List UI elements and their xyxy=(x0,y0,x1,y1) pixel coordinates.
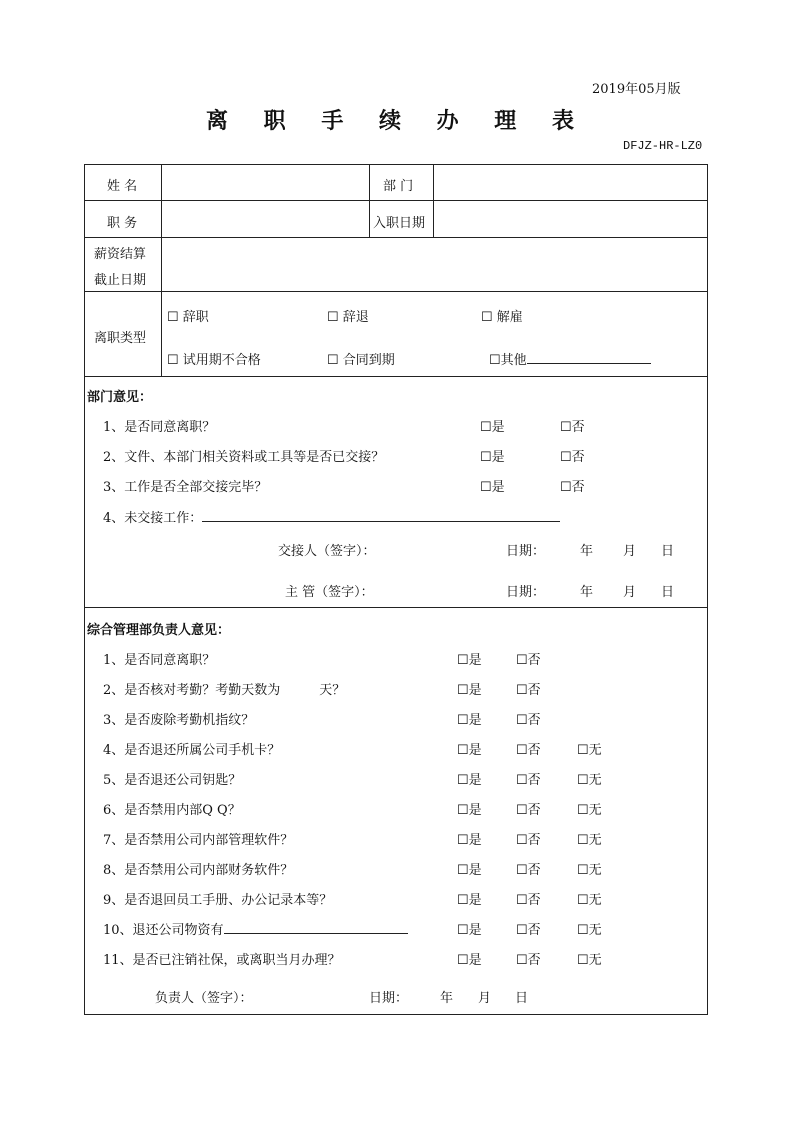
admin-day-label: 日 xyxy=(515,991,529,1006)
admin-q8-yes-checkbox[interactable]: ☐是 xyxy=(457,863,482,878)
admin-sign-label: 负责人（签字）： xyxy=(155,991,253,1006)
admin-q1-yes-checkbox[interactable]: ☐是 xyxy=(457,653,482,668)
admin-q9-none-checkbox[interactable]: ☐无 xyxy=(577,893,602,908)
row-divider xyxy=(85,376,707,377)
department-field[interactable] xyxy=(435,167,705,198)
department-label: 部 门 xyxy=(383,179,414,194)
leave-type-probation-checkbox[interactable]: ☐ 试用期不合格 xyxy=(167,353,261,368)
leave-type-dismiss-checkbox[interactable]: ☐ 辞退 xyxy=(327,310,369,325)
row-divider xyxy=(85,291,707,292)
admin-q11-none-checkbox[interactable]: ☐无 xyxy=(577,953,602,968)
admin-date-label: 日期： xyxy=(369,991,409,1006)
admin-q7-none-checkbox[interactable]: ☐无 xyxy=(577,833,602,848)
admin-year-label: 年 xyxy=(440,991,454,1006)
admin-q7-no-checkbox[interactable]: ☐否 xyxy=(516,833,541,848)
admin-q9-no-checkbox[interactable]: ☐否 xyxy=(516,893,541,908)
manager-month-label: 月 xyxy=(623,585,637,600)
admin-question-6: 6、是否禁用内部Q Q？ xyxy=(103,803,241,818)
salary-end-label-line1: 薪资结算 xyxy=(94,247,147,262)
admin-q6-yes-checkbox[interactable]: ☐是 xyxy=(457,803,482,818)
leave-type-label: 离职类型 xyxy=(94,331,147,346)
dept-q2-yes-checkbox[interactable]: ☐是 xyxy=(480,450,505,465)
handover-year-label: 年 xyxy=(580,544,594,559)
leave-type-other-blank[interactable] xyxy=(527,363,651,364)
leave-type-other-label: ☐其他 xyxy=(489,353,527,368)
manager-sign-label: 主 管（签字）： xyxy=(285,585,374,600)
form-version: 2019年05月版 xyxy=(592,82,681,97)
entry-date-field[interactable] xyxy=(435,203,705,235)
admin-question-5: 5、是否退还公司钥匙？ xyxy=(103,773,242,788)
name-field[interactable] xyxy=(163,167,367,198)
admin-question-3: 3、是否废除考勤机指纹？ xyxy=(103,713,255,728)
manager-year-label: 年 xyxy=(580,585,594,600)
admin-q7-yes-checkbox[interactable]: ☐是 xyxy=(457,833,482,848)
admin-q4-no-checkbox[interactable]: ☐否 xyxy=(516,743,541,758)
admin-question-7: 7、是否禁用公司内部管理软件？ xyxy=(103,833,294,848)
name-label: 姓 名 xyxy=(107,179,138,194)
salary-end-label-line2: 截止日期 xyxy=(94,273,147,288)
admin-q5-yes-checkbox[interactable]: ☐是 xyxy=(457,773,482,788)
admin-q3-no-checkbox[interactable]: ☐否 xyxy=(516,713,541,728)
admin-month-label: 月 xyxy=(478,991,492,1006)
leave-type-contract-checkbox[interactable]: ☐ 合同到期 xyxy=(327,353,395,368)
document-code: DFJZ-HR-LZ0 xyxy=(623,139,703,153)
admin-q8-no-checkbox[interactable]: ☐否 xyxy=(516,863,541,878)
admin-question-8: 8、是否禁用公司内部财务软件？ xyxy=(103,863,294,878)
resignation-form-table xyxy=(84,164,708,1015)
admin-question-1: 1、是否同意离职？ xyxy=(103,653,216,668)
admin-q6-none-checkbox[interactable]: ☐无 xyxy=(577,803,602,818)
column-divider xyxy=(433,165,434,237)
dept-q3-no-checkbox[interactable]: ☐否 xyxy=(560,480,585,495)
column-divider xyxy=(369,165,370,237)
admin-question-2: 2、是否核对考勤？考勤天数为 天？ xyxy=(103,683,346,698)
admin-q10-no-checkbox[interactable]: ☐否 xyxy=(516,923,541,938)
manager-date-label: 日期： xyxy=(506,585,546,600)
leave-type-resign-checkbox[interactable]: ☐ 辞职 xyxy=(167,310,209,325)
handover-sign-label: 交接人（签字）： xyxy=(278,544,376,559)
admin-q6-no-checkbox[interactable]: ☐否 xyxy=(516,803,541,818)
row-divider xyxy=(85,607,707,608)
admin-question-9: 9、是否退回员工手册、办公记录本等？ xyxy=(103,893,333,908)
manager-day-label: 日 xyxy=(661,585,675,600)
admin-q9-yes-checkbox[interactable]: ☐是 xyxy=(457,893,482,908)
unfinished-work-blank[interactable] xyxy=(202,521,560,522)
dept-question-2: 2、文件、本部门相关资料或工具等是否已交接？ xyxy=(103,450,385,465)
row-divider xyxy=(85,200,707,201)
leave-type-fire-checkbox[interactable]: ☐ 解雇 xyxy=(481,310,523,325)
admin-q11-yes-checkbox[interactable]: ☐是 xyxy=(457,953,482,968)
position-field[interactable] xyxy=(163,203,367,235)
row-divider xyxy=(85,237,707,238)
form-title: 离 职 手 续 办 理 表 xyxy=(206,108,588,134)
admin-q11-no-checkbox[interactable]: ☐否 xyxy=(516,953,541,968)
column-divider xyxy=(161,165,162,376)
handover-date-label: 日期： xyxy=(506,544,546,559)
salary-end-date-field[interactable] xyxy=(163,240,703,289)
dept-question-4-label: 4、未交接工作： xyxy=(103,511,203,526)
dept-q3-yes-checkbox[interactable]: ☐是 xyxy=(480,480,505,495)
dept-q1-yes-checkbox[interactable]: ☐是 xyxy=(480,420,505,435)
admin-q2-no-checkbox[interactable]: ☐否 xyxy=(516,683,541,698)
admin-question-10-label: 10、退还公司物资有 xyxy=(103,923,224,938)
admin-q4-yes-checkbox[interactable]: ☐是 xyxy=(457,743,482,758)
admin-q1-no-checkbox[interactable]: ☐否 xyxy=(516,653,541,668)
returned-items-blank[interactable] xyxy=(224,933,408,934)
dept-question-4 xyxy=(103,507,560,526)
entry-date-label: 入职日期 xyxy=(373,216,426,231)
admin-q2-yes-checkbox[interactable]: ☐是 xyxy=(457,683,482,698)
admin-question-11: 11、是否已注销社保，或离职当月办理？ xyxy=(103,953,341,968)
admin-q3-yes-checkbox[interactable]: ☐是 xyxy=(457,713,482,728)
admin-q4-none-checkbox[interactable]: ☐无 xyxy=(577,743,602,758)
dept-opinion-heading: 部门意见： xyxy=(87,390,153,405)
admin-question-4: 4、是否退还所属公司手机卡？ xyxy=(103,743,281,758)
admin-q5-no-checkbox[interactable]: ☐否 xyxy=(516,773,541,788)
handover-month-label: 月 xyxy=(623,544,637,559)
leave-type-other-checkbox[interactable] xyxy=(489,349,651,368)
dept-q2-no-checkbox[interactable]: ☐否 xyxy=(560,450,585,465)
admin-question-10 xyxy=(103,919,408,938)
admin-q8-none-checkbox[interactable]: ☐无 xyxy=(577,863,602,878)
admin-opinion-heading: 综合管理部负责人意见： xyxy=(87,623,231,638)
dept-question-1: 1、是否同意离职？ xyxy=(103,420,216,435)
dept-question-3: 3、工作是否全部交接完毕？ xyxy=(103,480,268,495)
handover-day-label: 日 xyxy=(661,544,675,559)
dept-q1-no-checkbox[interactable]: ☐否 xyxy=(560,420,585,435)
admin-q10-none-checkbox[interactable]: ☐无 xyxy=(577,923,602,938)
admin-q5-none-checkbox[interactable]: ☐无 xyxy=(577,773,602,788)
admin-q10-yes-checkbox[interactable]: ☐是 xyxy=(457,923,482,938)
position-label: 职 务 xyxy=(107,216,138,231)
